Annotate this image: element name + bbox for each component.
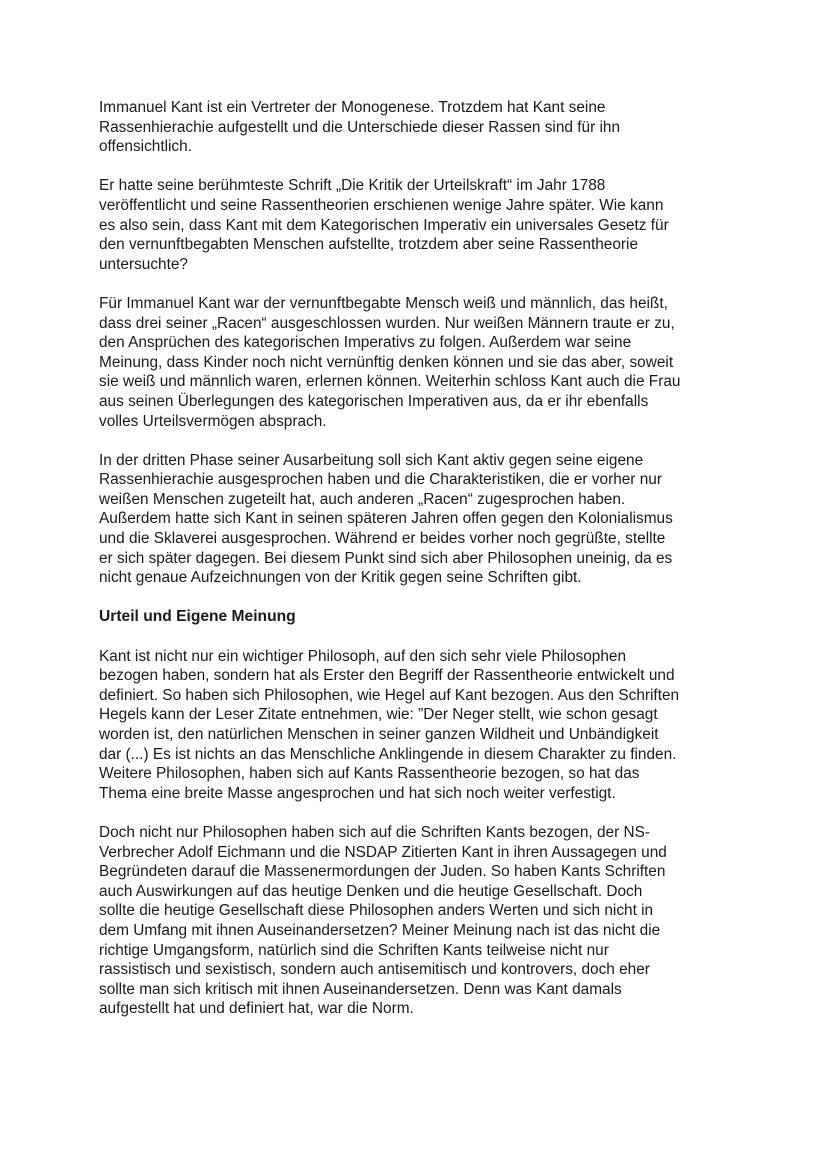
- paragraph-dritte-phase: In der dritten Phase seiner Ausarbeitung soll sich Kant aktiv gegen seine eigene Rassenhierachie ausgesprochen haben und die Charakteristiken, die er vorher nur weißen Menschen zugeteilt hat, auch anderen „Racen“ zugesprochen haben. Außerdem hatte sich Kant in seinen späteren Jahren offen gegen den Kolonialismus und die Sklaverei ausgesprochen. Während er beides vorher noch gegrüßte, stellte er sich später dagegen. Bei diesem Punkt sind sich aber Philosophen uneinig, da es nicht genaue Aufzeichnungen von der Kritik gegen seine Schriften gibt.: [99, 451, 673, 587]
- section-heading: Urteil und Eigene Meinung: [99, 608, 296, 626]
- paragraph-vernunftbegabter-mensch: Für Immanuel Kant war der vernunftbegabte Mensch weiß und männlich, das heißt, dass drei seiner „Racen“ ausgeschlossen wurden. Nur weißen Männern traute er zu, den Ansprüchen des kategorischen Imperativs zu folgen. Außerdem war seine Meinung, dass Kinder noch nicht vernünftig denken können und sie das aber, soweit sie weiß und männlich waren, erlernen können. Weiterhin schloss Kant auch die Frau aus seinen Überlegungen des kategorischen Imperativen aus, da er ihr ebenfalls volles Urteilsvermögen absprach.: [99, 294, 681, 430]
- document-body: [99, 98, 739, 1039]
- paragraph-monogenese: Immanuel Kant ist ein Vertreter der Monogenese. Trotzdem hat Kant seine Rassenhierachie aufgestellt und die Unterschiede dieser Rassen sind für ihn offensichtlich.: [99, 99, 621, 156]
- paragraph-hegel-bezug: Kant ist nicht nur ein wichtiger Philosoph, auf den sich sehr viele Philosophen bezogen haben, sondern hat als Erster den Begriff der Rassentheorie entwickelt und definiert. So haben sich Philosophen, wie Hegel auf Kant bezogen. Aus den Schriften Hegels kann der Leser Zitate entnehmen, wie: ”Der Neger stellt, wie schon gesagt worden ist, den natürlichen Menschen in seiner ganzen Wildheit und Unbändigkeit dar (...) Es ist nichts an das Menschliche Anklingende in diesem Charakter zu finden. Weitere Philosophen, haben sich auf Kants Rassentheorie bezogen, so hat das Thema eine breite Masse angesprochen und hat sich noch weiter verfestigt.: [99, 647, 680, 802]
- paragraph-kritik-der-urteilskraft: Er hatte seine berühmteste Schrift „Die Kritik der Urteilskraft“ im Jahr 1788 veröffentlicht und seine Rassentheorien erschienen wenige Jahre später. Wie kann es also sein, dass Kant mit dem Kategorischen Imperativ ein universales Gesetz für den vernunftbegabten Menschen aufstellte, trotzdem aber seine Rassentheorie untersuchte?: [99, 177, 669, 273]
- paragraph-eigene-meinung: Doch nicht nur Philosophen haben sich auf die Schriften Kants bezogen, der NS- Verbrecher Adolf Eichmann und die NSDAP Zitierten Kant in ihren Aussagegen und Begründeten darauf die Massenermordungen der Juden. So haben Kants Schriften auch Auswirkungen auf das heutige Denken und die heutige Gesellschaft. Doch sollte die heutige Gesellschaft diese Philosophen anders Werten und sich nicht in dem Umfang mit ihnen Auseinandersetzen? Meiner Meinung nach ist das nicht die richtige Umgangsform, natürlich sind die Schriften Kants teilweise nicht nur rassistisch und sexistisch, sondern auch antisemitisch und kontrovers, doch eher sollte man sich kritisch mit ihnen Auseinandersetzen. Denn was Kant damals aufgestellt hat und definiert hat, war die Norm.: [99, 823, 667, 1018]
